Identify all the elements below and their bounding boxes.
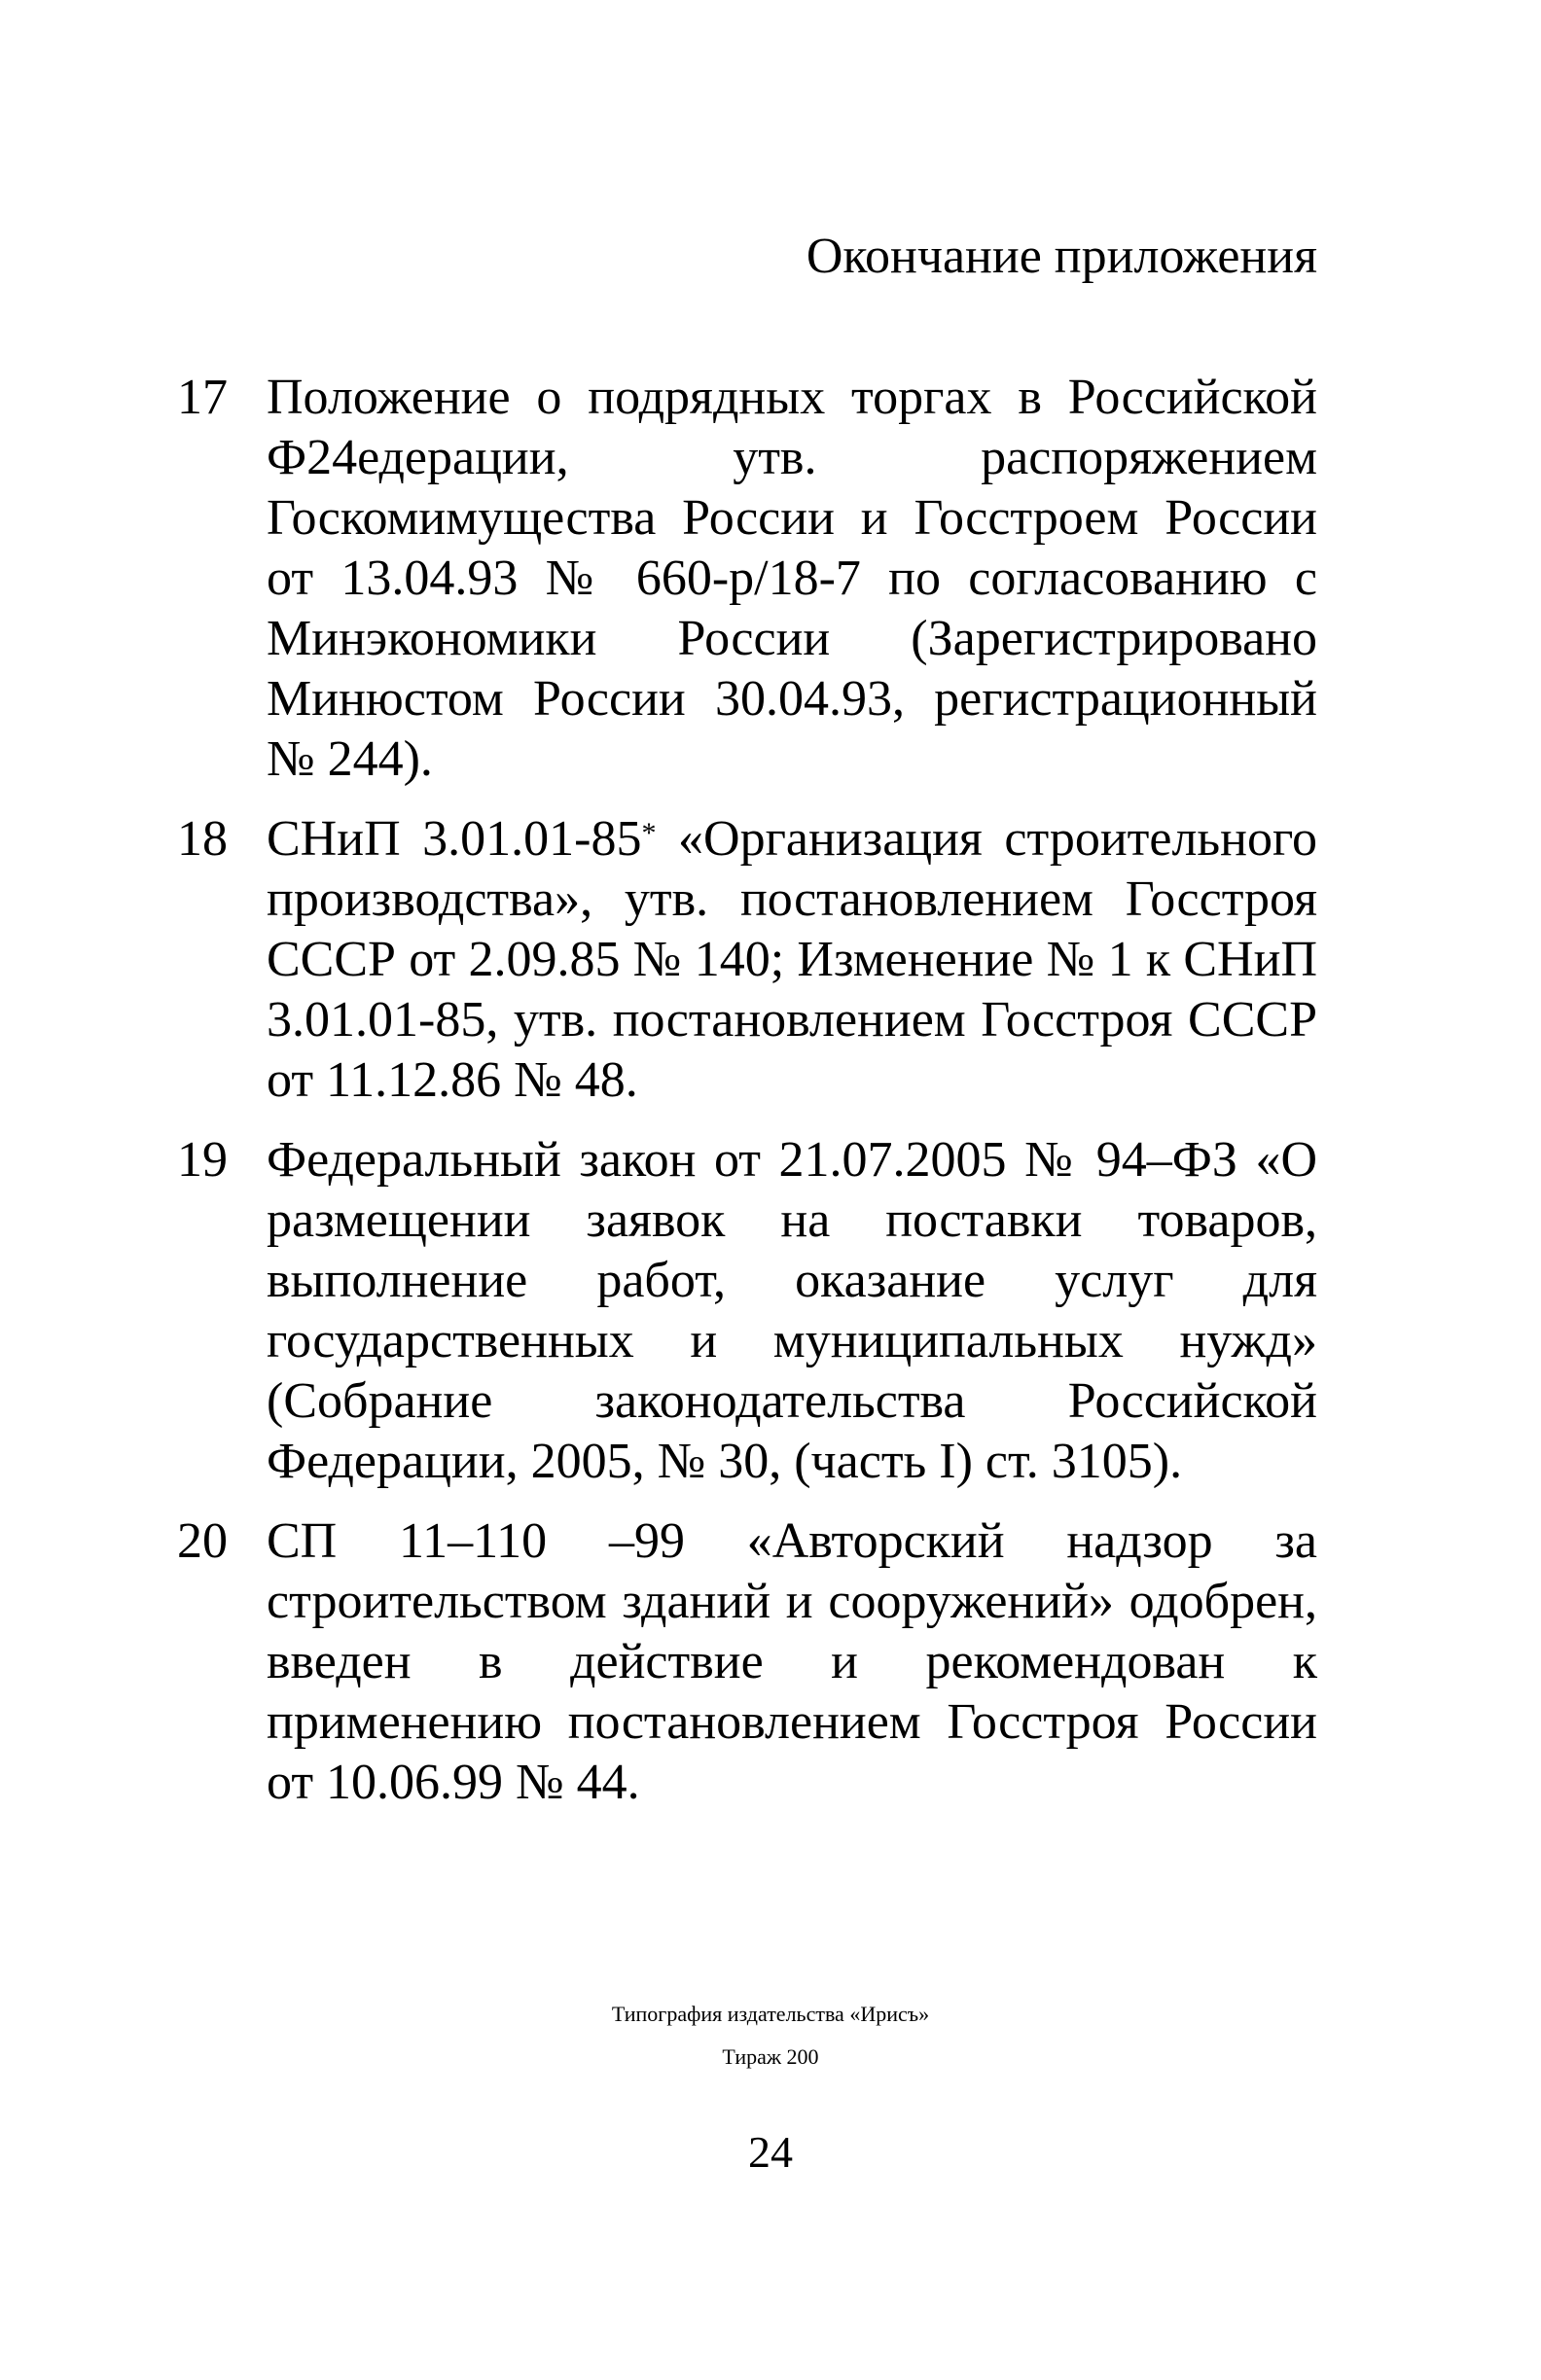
references-list (177, 368, 1317, 1832)
reference-number: 18 (177, 811, 228, 867)
reference-text (267, 809, 1317, 1111)
reference-text: СП 11–110 –99 «Авторский надзор за строительством зданий и сооружений» одобрен, введен в действие и рекомендован к применению постановлением Госстроя России от 10.06.99 № 44. (267, 1513, 1317, 1810)
print-run: Тираж 200 (722, 2044, 819, 2069)
reference-text: Федеральный закон от 21.07.2005 № 94–ФЗ «О размещении заявок на поставки товаров, выполнение работ, оказание услуг для государственных и муниципальных нужд» (Собрание законодательства Российской Федерации, 2005, № 30, (часть I) ст. 3105). (267, 1132, 1317, 1489)
colophon (0, 2004, 1541, 2068)
asterisk-superscript: * (641, 817, 657, 849)
reference-number: 20 (177, 1513, 228, 1569)
printer-name: Типография издательства «Ирисъ» (611, 2002, 930, 2026)
reference-number: 19 (177, 1132, 228, 1188)
reference-text: Положение о подрядных торгах в Российской Ф24едерации, утв. распоряжением Госкомимущества России и Госстроем России от 13.04.93 № 660-р/18-7 по согласованию с Минэкономики России (Зарегистрировано Минюстом России 30.04.93, регистрационный № 244). (267, 370, 1317, 787)
reference-item (177, 368, 1317, 790)
reference-text-start: СНиП 3.01.01-85 (267, 811, 642, 867)
page-number: 24 (748, 2127, 793, 2177)
reference-item (177, 809, 1317, 1111)
reference-item (177, 1130, 1317, 1492)
reference-text-end: «Организация строительного производства», утв. постановлением Госстроя СССР от 2.09.85 № 140; Изменение № 1 к СНиП 3.01.01-85, утв. постановлением Госстроя СССР от 11.12.86 № 48. (267, 811, 1317, 1108)
reference-item (177, 1511, 1317, 1813)
reference-number: 17 (177, 370, 228, 425)
page-header: Окончание приложения (806, 229, 1317, 284)
